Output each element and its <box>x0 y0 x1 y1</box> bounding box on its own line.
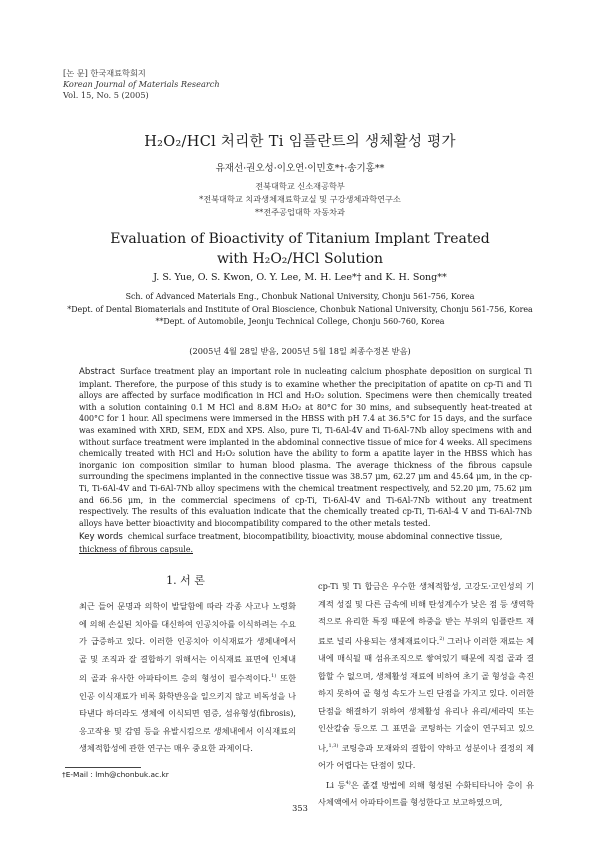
authors-korean: 유재선·권오성·이오연·이민호*†·송기홍** <box>215 163 385 174</box>
footnote-divider <box>65 767 141 768</box>
section-heading-introduction: 1. 서 론 <box>166 574 205 587</box>
affiliation-ko-1: 전북대학교 신소재공학부 <box>255 181 345 191</box>
left-column-text <box>79 598 296 758</box>
title-english-line1: Evaluation of Bioactivity of Titanium Implant Treated <box>110 231 490 247</box>
title-english <box>0 229 600 269</box>
affiliations-korean <box>0 180 600 219</box>
citation-4: 4) <box>345 779 351 786</box>
authors-english: J. S. Yue, O. S. Kwon, O. Y. Lee, M. H. Lee*† and K. H. Song** <box>153 272 447 283</box>
affiliation-ko-3: **전주공업대학 자동차과 <box>255 207 345 217</box>
keywords <box>79 531 532 555</box>
citation-2: 2) <box>439 635 445 642</box>
journal-header <box>63 68 220 101</box>
citation-1: 1) <box>271 673 277 679</box>
right-paragraph-1c: 코팅층과 모재와의 결합이 약하고 성분이나 결정의 제어가 어렵다는 단점이 있다. <box>318 742 534 770</box>
journal-tag: [논 문] 한국재료학회지 <box>63 68 146 78</box>
journal-name-en: Korean Journal of Materials Research <box>63 79 220 89</box>
abstract-text: Surface treatment play an important role in nucleating calcium phosphate deposition on surgical Ti implant. Therefore, the purpose of this study is to examine whether the precipitation of apatite on cp-Ti and Ti alloys are affected by surface modification in HCl and H₂O₂ solution. Specimens were then chemically treated with a solution containing 0.1 M HCl and 8.8M H₂O₂ at 80°C for 30 mins, and subsequently heat-treated at 400°C for 1 hour. All specimens were immersed in the HBSS with pH 7.4 at 36.5°C for 15 days, and the surface was examined with XRD, SEM, EDX and XPS. Also, pure Ti, Ti-6Al-4V and Ti-6Al-7Nb alloy specimens with and without surface treatment were implanted in the abdominal connective tissue of mice for 4 weeks. All specimens chemically treated with HCl and H₂O₂ solution have the ability to form a apatite layer in the HBSS which has inorganic ion composition similar to human blood plasma. The average thickness of the fibrous capsule surrounding the specimens implanted in the connective tissue was 38.57 μm, 62.27 μm and 45.64 μm, in the cp-Ti, Ti-6Al-4V and Ti-6Al-7Nb alloy specimens with the chemical treatment respectively, and 52.20 μm, 75.62 μm and 66.56 μm, in the commercial specimens of cp-Ti, Ti-6Al-4V and Ti-6Al-7Nb without any treatment respectively. The results of this evaluation indicate that the chemically treated cp-Ti, Ti-6Al-4 V and Ti-6Al-7Nb alloys have better bioactivity and biocompatibility compared to the other metals tested. <box>79 367 532 528</box>
affiliation-en-2: *Dept. of Dental Biomaterials and Institute of Oral Bioscience, Chonbuk National University, Chonju 561-756, Korea <box>67 304 533 314</box>
received-dates: (2005년 4월 28일 받음, 2005년 5월 18일 최종수정본 받음) <box>189 346 411 356</box>
right-paragraph-2a: Li 등 <box>326 779 346 790</box>
affiliations-english <box>0 291 600 329</box>
right-column-text <box>318 578 534 812</box>
title-korean: H₂O₂/HCl 처리한 Ti 임플란트의 생체활성 평가 <box>144 134 456 150</box>
intro-paragraph-1a: 최근 들어 문명과 의학이 발달함에 따라 각종 사고나 노령화에 의해 손실된 치아를 대신하여 인공치아를 이식하려는 수요가 급증하고 있다. 이러한 인공치아 이식재료가 생체내에서 골 및 조직과 잘 결합하기 위해서는 이식재료 표면에 인체내의 골과 유사한 아파타이트 층의 형성이 필수적이다. <box>79 601 296 683</box>
abstract-label: Abstract <box>79 367 116 377</box>
right-paragraph-1a: cp-Ti 및 Ti 합금은 우수한 생체적합성, 고강도·고인성의 기계적 성질 및 다른 금속에 비해 탄성계수가 낮은 점 등 생역학적으로 유리한 특징 때문에 하중을 받는 부위의 임플란트 재료로 널리 사용되는 생체재료이다. <box>318 581 534 646</box>
affiliation-ko-2: *전북대학교 치과생체재료학교실 및 구강생체과학연구소 <box>199 194 401 204</box>
affiliation-en-3: **Dept. of Automobile, Jeonju Technical College, Chonju 560-760, Korea <box>155 317 445 326</box>
abstract <box>79 366 532 529</box>
title-english-line2: with H₂O₂/HCl Solution <box>216 251 384 267</box>
citation-3: 1,3) <box>328 742 339 749</box>
affiliation-en-1: Sch. of Advanced Materials Eng., Chonbuk National University, Chonju 561-756, Korea <box>125 292 475 301</box>
footnote-email: †E-Mail : lmh@chonbuk.ac.kr <box>62 770 169 779</box>
keywords-text: chemical surface treatment, biocompatibility, bioactivity, mouse abdominal connective tissue, <box>127 532 503 541</box>
keywords-text-2: thickness of fibrous capsule. <box>79 544 193 554</box>
intro-paragraph-1b: 또한 인공 이식재료가 비록 화학반응을 일으키지 않고 비독성을 나타낸다 하더라도 생체에 이식되면 염증, 섬유형성(fibrosis), 응고작용 및 감염 등을 유발시킴으로 생체내에서 이식재료의 생체적합성에 관한 연구는 매우 중요한 과제이다. <box>79 673 297 753</box>
keywords-label: Key words <box>79 532 123 542</box>
page-number: 353 <box>292 803 308 813</box>
right-paragraph-1b: 그러나 이러한 재료는 체내에 매식될 때 섬유조직으로 쌓여있기 때문에 직접 골과 결합할 수 없으며, 생체활성 재료에 비하여 초기 골 형성을 촉진하지 못하여 골 형성 속도가 느린 단점을 가지고 있다. 이러한 단점을 해결하기 위하여 생체활성 유리나 유리/세라믹 또는 인산칼슘 등으로 그 표면을 코팅하는 기술이 연구되고 있으나, <box>318 635 534 753</box>
journal-volume: Vol. 15, No. 5 (2005) <box>63 90 149 100</box>
right-paragraph-2b: 은 졸겔 방법에 의해 형성된 수화티타니아 층이 유사체액에서 아파타이트를 형성한다고 보고하였으며, <box>318 779 534 807</box>
